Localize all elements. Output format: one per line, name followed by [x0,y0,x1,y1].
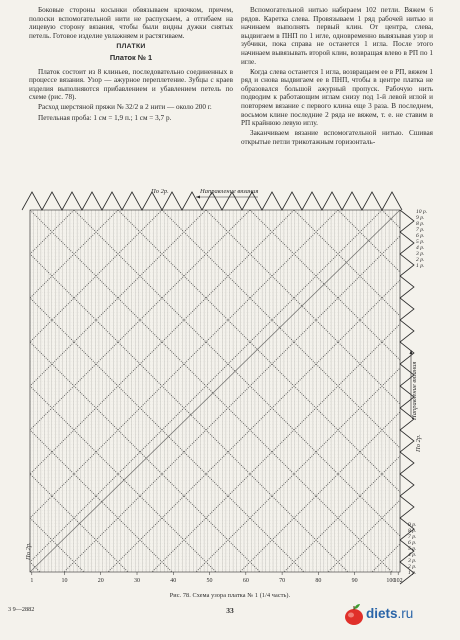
stitch-number-label: 102 [393,578,403,584]
row-number-top-label: 9 р. [416,215,425,221]
row-number-top-label: 2 р. [416,257,425,263]
row-numbers-top [415,209,427,269]
stitch-number-label: 60 [242,578,249,584]
row-number-bottom-label: 6 р. [408,540,417,546]
right-row-mark-label: По 2р. [415,434,422,452]
right-direction-label: Направление вязания [411,361,418,420]
stitch-number-label: 40 [170,578,177,584]
stitch-number-label: 100 [386,578,396,584]
watermark-logo[interactable] [342,600,454,626]
left-row-mark-label: По 2р. [25,542,32,560]
top-row-mark-label: По 2р. [151,188,169,195]
page-number: 33 [226,606,234,615]
watermark-name: diets [366,606,398,621]
stitch-number-label: 90 [351,578,358,584]
shawl-description-paragraph: Платок состоит из 8 клиньев, последовательно соединенных в процессе вязания. Узор — ажурное переплетение. Зубцы с краев изделия выполняются прибавлением и убавлением петель по схеме (рис. 78). [29,67,233,102]
yarn-consumption-paragraph: Расход шерстяной пряжи № 32/2 в 2 нити — около 200 г. [38,103,212,112]
row-number-top-label: 10 р. [416,209,428,215]
row-number-top-label: 8 р. [416,221,425,227]
stitch-number-label: 10 [61,578,68,584]
row-number-bottom-label: 4 р. [408,552,417,558]
row-number-bottom-label: 3 р. [408,558,417,564]
watermark-text [366,606,413,621]
stitch-number-label: 30 [134,578,141,584]
section-title: ПЛАТКИ [116,43,146,51]
stitch-number-label: 50 [206,578,213,584]
row-number-bottom-label: 9 р. [408,522,417,528]
intro-paragraph: Боковые стороны косынки обвязываем крючком, причем, полоски вспомогательной нити не распускаем, а отгибаем на лицевую сторону вязания, чтобы были видны дужки снятых петель. Готовое изделие увлажняем и растягиваем. [29,6,233,40]
stitch-number-label: 70 [279,578,286,584]
top-direction-label: Направление вязания [200,188,259,195]
row-number-top-label: 4 р. [416,245,425,251]
diamond-lace-mesh [0,210,460,572]
section-subtitle: Платок № 1 [109,52,153,62]
stitch-number-label: 1 [30,578,34,584]
row-number-top-label: 7 р. [416,227,425,233]
figure-caption: Рис. 78. Схема узора платка № 1 (1/4 часть). [169,592,291,599]
wedge-repeat-paragraph: Когда слева останется 1 игла, возвращаем ее в РП, вяжем 1 ряд и снова выдвигаем ее в ПНП, чтобы в центре платка не образовался большой ажурный пропуск. Рабочую нить подводим к работающим иглам снизу под 1-й левой иглой и повторяем вязание с первого клина еще 3 раза. В последнем, восьмом клине последние 2 ряда не вяжем, т. е. не ставим в РП крайнюю левую иглу. [241,67,433,128]
print-code: 3 9—2882 [8,606,35,613]
row-number-top-label: 6 р. [416,233,425,239]
row-number-bottom-label: 1 р. [408,570,417,576]
row-number-top-label: 5 р. [416,239,425,245]
watermark-tld: .ru [397,606,414,621]
cast-on-paragraph: Вспомогательной нитью набираем 102 петли. Вяжем 6 рядов. Каретка слева. Провязываем 1 ряд рабочей нитью и начинаем выполнять первый клин. От центра, слева, выдвигаем в ПНП по 1 игле, одновременно вывязывая узор и зубчики, пока справа не останется 1 игла. После этого начинаем вывязывать второй клин, возвращая влево в РП по 1 игле. [241,6,433,66]
lace-diagonal-lines [0,210,460,572]
row-numbers-bottom [407,522,416,576]
stitch-number-label: 20 [97,578,104,584]
row-number-bottom-label: 2 р. [408,564,417,570]
diagram-labels [25,188,425,561]
row-number-top-label: 1 р. [416,263,425,269]
apple-icon [342,602,366,626]
row-number-bottom-label: 8 р. [408,528,417,534]
row-number-bottom-label: 7 р. [408,534,417,540]
stitch-number-axis [30,572,402,584]
finishing-paragraph: Заканчиваем вязание вспомогательной нитью. Сшивая открытые петли трикотажным горизонталь- [241,129,433,146]
gauge-paragraph: Петельная проба: 1 см = 1,9 п.; 1 см = 3,7 р. [38,113,172,122]
row-number-top-label: 3 р. [416,251,425,257]
stitch-number-label: 80 [315,578,322,584]
row-number-bottom-label: 5 р. [408,546,417,552]
